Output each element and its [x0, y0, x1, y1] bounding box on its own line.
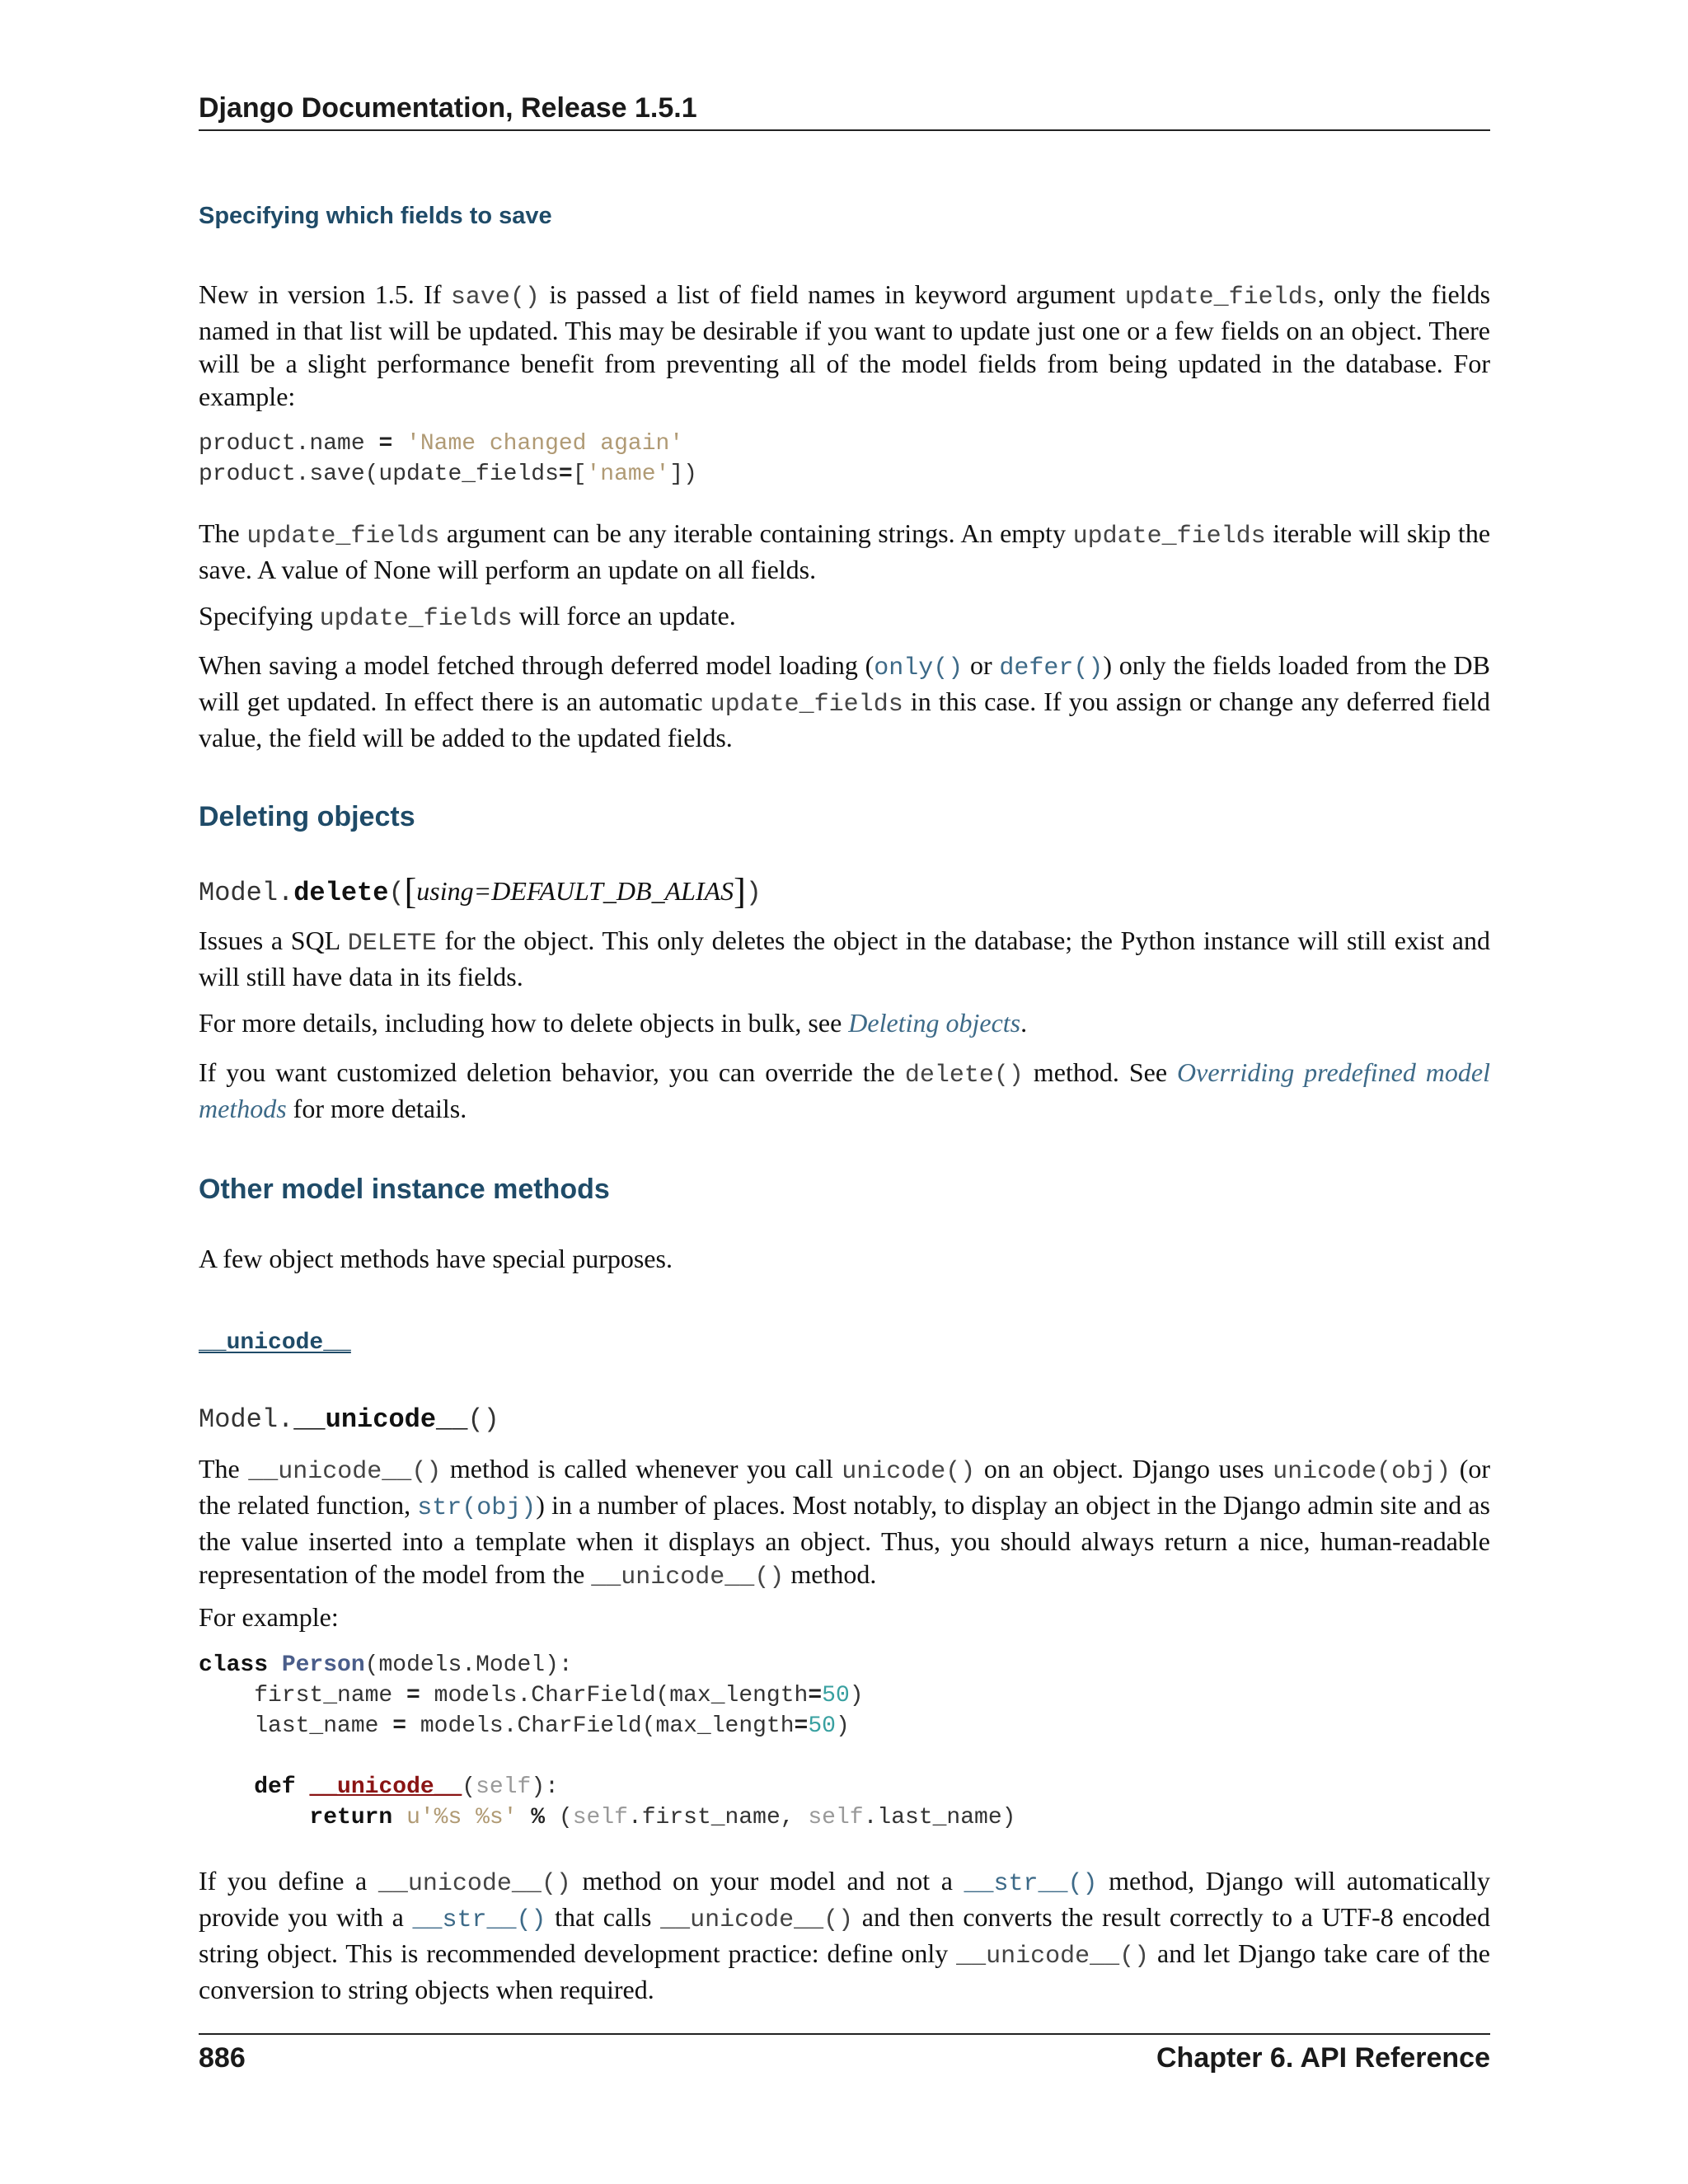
- chapter-title: Chapter 6. API Reference: [1156, 2042, 1490, 2074]
- inline-code: update_fields: [710, 691, 903, 719]
- inline-code: update_fields: [319, 605, 513, 633]
- xref-str-link[interactable]: str(obj): [417, 1494, 537, 1522]
- method-signature-delete: Model.delete([using=DEFAULT_DB_ALIAS]): [199, 871, 762, 912]
- xref-only-link[interactable]: only(): [874, 654, 964, 682]
- xref-defer-link[interactable]: defer(): [999, 654, 1104, 682]
- link-deleting-objects[interactable]: Deleting objects: [848, 1008, 1021, 1038]
- subsection-heading-unicode: __unicode__: [199, 1330, 351, 1356]
- inline-code: __unicode__(): [248, 1458, 442, 1486]
- code-block-person-model: class Person(models.Model): first_name = models.CharField(max_length=50) last_name = models.CharField(max_length=50) def __unicode__(self): return u'%s %s' % (self.first_name, self.last_name): [199, 1652, 1016, 1830]
- inline-code: __unicode__(): [377, 1870, 571, 1898]
- running-header: Django Documentation, Release 1.5.1: [199, 92, 697, 124]
- header-rule: [199, 129, 1490, 131]
- paragraph-force-update: Specifying update_fields will force an update.: [199, 601, 736, 633]
- inline-code: unicode(): [842, 1458, 976, 1486]
- inline-code: unicode(obj): [1273, 1458, 1451, 1486]
- inline-code: update_fields: [1072, 523, 1266, 551]
- section-heading-update-fields: Specifying which fields to save: [199, 203, 552, 229]
- inline-code: __unicode__(): [956, 1943, 1150, 1971]
- footer-rule: [199, 2033, 1490, 2035]
- paragraph-define-unicode: If you define a __unicode__() method on your model and not a __str__() method, Django will automatically provide you with a __str__() that calls __unicode__() and then converts the result correctly to a UTF-8 encoded string object. This is recommended development practice: define only __unicode__() and let Django take care of the conversion to string objects when required.: [199, 1866, 1491, 2004]
- paragraph-for-example: For example:: [199, 1602, 339, 1632]
- method-signature-unicode: Model.__unicode__(): [199, 1404, 499, 1435]
- page-number: 886: [199, 2042, 246, 2074]
- inline-code: save(): [450, 284, 540, 312]
- inline-code: delete(): [904, 1062, 1024, 1090]
- paragraph-deferred-loading: When saving a model fetched through deferred model loading (only() or defer()) only the fields loaded from the DB will get updated. In effect there is an automatic update_fields in this case. If you assign or change any deferred field value, the field will be added to the updated fields.: [199, 650, 1491, 752]
- paragraph-sql-delete: Issues a SQL DELETE for the object. This only deletes the object in the database; the Python instance will still exist and will still have data in its fields.: [199, 926, 1491, 991]
- inline-code: __unicode__(): [591, 1563, 785, 1591]
- paragraph-update-fields-iterable: The update_fields argument can be any iterable containing strings. An empty update_fields iterable will skip the save. A value of None will perform an update on all fields.: [199, 518, 1491, 584]
- section-heading-other-methods: Other model instance methods: [199, 1174, 610, 1205]
- paragraph-custom-deletion: If you want customized deletion behavior, you can override the delete() method. See Overriding predefined model methods for more details.: [199, 1057, 1491, 1123]
- inline-code: update_fields: [1124, 284, 1318, 312]
- paragraph-special-purposes: A few object methods have special purposes.: [199, 1244, 673, 1273]
- inline-code: DELETE: [347, 930, 437, 958]
- xref-str-method-link[interactable]: __str__(): [412, 1906, 546, 1934]
- inline-code: __unicode__(): [660, 1906, 854, 1934]
- paragraph-delete-bulk: For more details, including how to delete objects in bulk, see Deleting objects.: [199, 1008, 1028, 1038]
- link-overriding-methods[interactable]: Overriding predefined model methods: [199, 1057, 1491, 1123]
- xref-str-method-link[interactable]: __str__(): [964, 1870, 1098, 1898]
- section-heading-deleting-objects: Deleting objects: [199, 801, 415, 832]
- paragraph-update-fields-intro: New in version 1.5. If save() is passed a list of field names in keyword argument update_fields, only the fields named in that list will be updated. This may be desirable if you want to update just one or a few fields on an object. There will be a slight performance benefit from preventing all of the model fields from being updated in the database. For example:: [199, 279, 1491, 411]
- paragraph-unicode-description: The __unicode__() method is called whenever you call unicode() on an object. Django uses unicode(obj) (or the related function, str(obj)) in a number of places. Most notably, to display an object in the Django admin site and as the value inserted into a template when it displays an object. Thus, you should always return a nice, human-readable representation of the model from the __unicode__() method.: [199, 1454, 1491, 1591]
- inline-code: update_fields: [246, 523, 440, 551]
- code-block-save-update-fields: product.name = 'Name changed again' product.save(update_fields=['name']): [199, 431, 697, 487]
